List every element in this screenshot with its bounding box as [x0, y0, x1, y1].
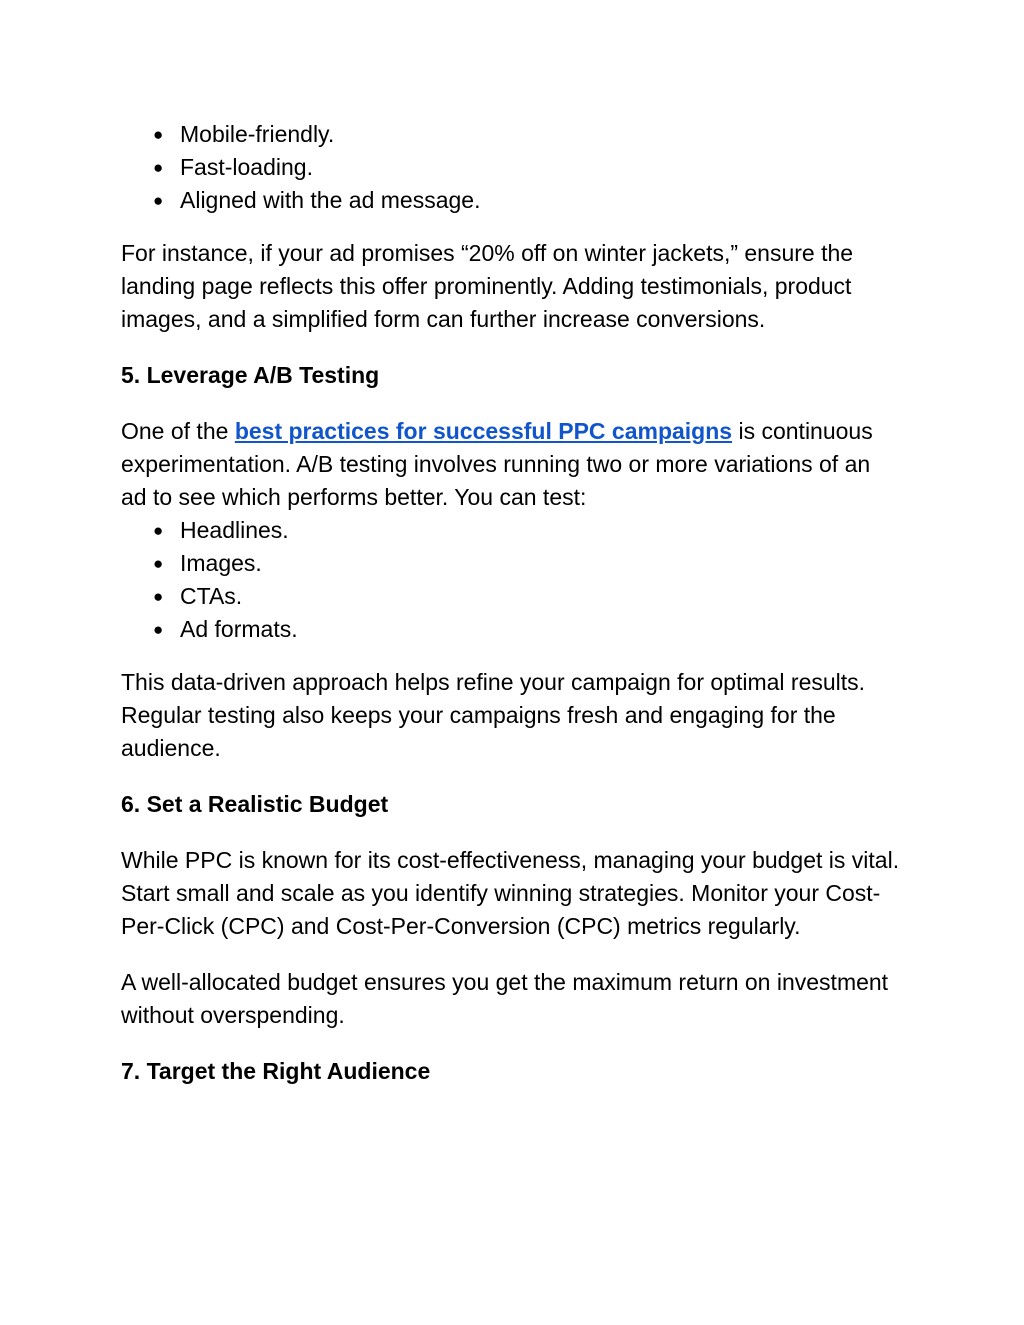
list-item-text: Fast-loading. [180, 154, 313, 180]
paragraph-allocated-budget: A well-allocated budget ensures you get the maximum return on investment without overspending. [121, 969, 889, 1028]
section-heading-7: 7. Target the Right Audience [121, 1058, 431, 1084]
section-heading-5: 5. Leverage A/B Testing [121, 362, 380, 388]
list-item-text: Mobile-friendly. [180, 121, 335, 147]
bullet-icon: ● [153, 191, 164, 210]
section-heading-6: 6. Set a Realistic Budget [121, 791, 389, 817]
list-item-text: Aligned with the ad message. [180, 187, 481, 213]
paragraph-data-driven: This data-driven approach helps refine your campaign for optimal results. Regular testing also keeps your campaigns fresh and engaging for the audience. [121, 669, 866, 761]
document-page [121, 118, 901, 1088]
bullet-icon: ● [153, 620, 164, 639]
list-item-text: CTAs. [180, 583, 243, 609]
paragraph-budget: While PPC is known for its cost-effectiveness, managing your budget is vital. Start small and scale as you identify winning strategies. Monitor your Cost-Per-Click (CPC) and Cost-Per-Conversion (CPC) metrics regularly. [121, 847, 900, 939]
bullet-list-landing-page [121, 118, 901, 217]
bullet-icon: ● [153, 521, 164, 540]
bullet-list-test-items [121, 514, 901, 646]
list-item [121, 514, 901, 547]
list-item-text: Images. [180, 550, 262, 576]
bullet-icon: ● [153, 158, 164, 177]
list-item [121, 580, 901, 613]
list-item [121, 613, 901, 646]
list-item-text: Ad formats. [180, 616, 298, 642]
list-item [121, 184, 901, 217]
list-item [121, 151, 901, 184]
list-item-text: Headlines. [180, 517, 289, 543]
bullet-icon: ● [153, 554, 164, 573]
paragraph-ab-testing [121, 415, 901, 514]
list-item [121, 118, 901, 151]
paragraph-landing-example: For instance, if your ad promises “20% off on winter jackets,” ensure the landing page reflects this offer prominently. Adding testimonials, product images, and a simplified form can further increase conversions. [121, 240, 854, 332]
ppc-best-practices-link[interactable]: best practices for successful PPC campaigns [234, 418, 733, 444]
paragraph-text: One of the [121, 418, 235, 444]
bullet-icon: ● [153, 125, 164, 144]
paragraph-text: is continuous experimentation. A/B testing involves running two or more variations of an ad to see which performs better. You can test: [121, 418, 873, 510]
list-item [121, 547, 901, 580]
bullet-icon: ● [153, 587, 164, 606]
